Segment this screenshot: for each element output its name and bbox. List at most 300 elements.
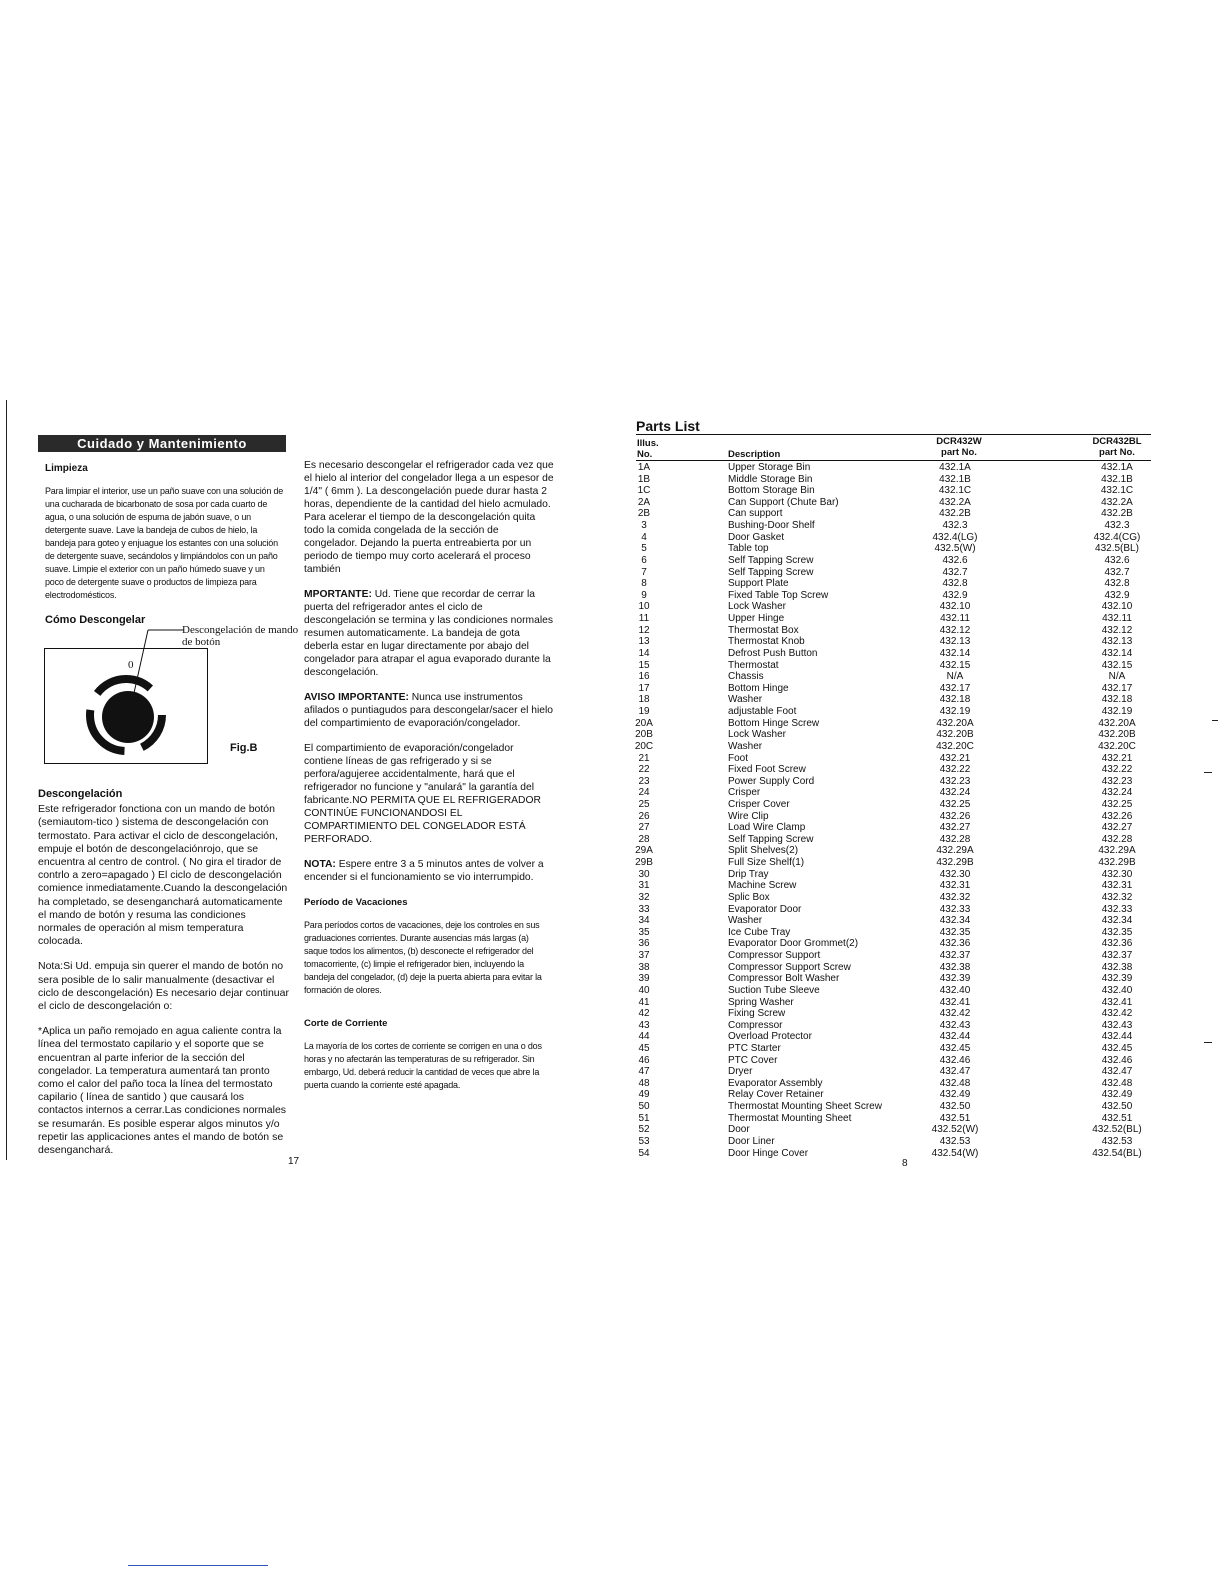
part-no-w-cell: 432.33 bbox=[939, 903, 971, 915]
illus-no-cell: 19 bbox=[638, 706, 650, 718]
illus-no-cell: 30 bbox=[638, 868, 650, 880]
description-cell: Chassis bbox=[728, 671, 764, 683]
corte-heading: Corte de Corriente bbox=[304, 1018, 388, 1029]
illus-no-cell: 47 bbox=[638, 1066, 650, 1078]
part-no-w-cell: 432.18 bbox=[939, 694, 971, 706]
illus-no-cell: 20C bbox=[634, 740, 654, 752]
header-model-bl-sub: part No. bbox=[1099, 447, 1135, 458]
illus-no-cell: 40 bbox=[638, 984, 650, 996]
illus-no-cell: 49 bbox=[638, 1089, 650, 1101]
part-no-bl-cell: 432.47 bbox=[1101, 1066, 1133, 1078]
part-no-bl-cell: 432.53 bbox=[1101, 1135, 1133, 1147]
illus-no-cell: 3 bbox=[641, 520, 647, 532]
table-row bbox=[620, 973, 1160, 985]
part-no-bl-cell: 432.46 bbox=[1101, 1054, 1133, 1066]
table-row bbox=[620, 1066, 1160, 1078]
table-row bbox=[620, 1148, 1160, 1160]
description-cell: Compressor bbox=[728, 1019, 783, 1031]
aviso-label: AVISO IMPORTANTE: bbox=[304, 692, 409, 703]
table-row bbox=[620, 857, 1160, 869]
table-row bbox=[620, 555, 1160, 567]
part-no-w-cell: 432.35 bbox=[939, 926, 971, 938]
description-cell: Thermostat bbox=[728, 659, 779, 671]
description-cell: PTC Starter bbox=[728, 1043, 781, 1054]
descongelacion-text: Este refrigerador fonctiona con un mando de botón (semiautom-tico ) sistema de descongelación con termostato. Para activar el ciclo de descongelación, empuje el botón de descongelaciónrojo, que se encuentra al centro de control. ( No gira el tirador de contrlo a zero=apagado ) El ciclo de descongelación comience inmediatamente.Cuando la descongelación ha completado, se desenganchará automaticamente el mando de botón y resuma las condiciones normales de operación al mism temperatura colocada. bbox=[38, 803, 288, 948]
table-row bbox=[620, 706, 1160, 718]
part-no-w-cell: 432.46 bbox=[939, 1054, 971, 1066]
description-cell: Door bbox=[728, 1124, 750, 1136]
part-no-bl-cell: 432.49 bbox=[1101, 1089, 1133, 1101]
table-row bbox=[620, 938, 1160, 950]
vacaciones-text: Para períodos cortos de vacaciones, deje los controles en sus graduaciones corrientes. Durante ausencias más largas (a) saque todos los alimentos, (b) desconecte el refrigerador del tomacorriente, (c) limpie el refrigerador bien, incluyendo la bandeja del congelador, (d) deje la puerta abierta para evitar la formación de olores. bbox=[304, 920, 542, 995]
description-cell: Table top bbox=[728, 543, 769, 555]
table-row bbox=[620, 520, 1160, 532]
illus-no-cell: 39 bbox=[638, 973, 650, 985]
illus-no-cell: 42 bbox=[638, 1008, 650, 1020]
description-cell: Washer bbox=[728, 740, 763, 752]
illus-no-cell: 28 bbox=[638, 833, 650, 845]
part-no-bl-cell: 432.45 bbox=[1101, 1043, 1133, 1054]
part-no-w-cell: 432.29A bbox=[936, 845, 974, 857]
part-no-bl-cell: 432.2B bbox=[1101, 508, 1133, 520]
part-no-w-cell: 432.15 bbox=[939, 659, 971, 671]
table-row bbox=[620, 904, 1160, 916]
header-illus-2: No. bbox=[637, 449, 653, 460]
description-cell: Can support bbox=[728, 508, 783, 520]
illus-no-cell: 7 bbox=[641, 566, 647, 578]
nota-si-text: Nota:Si Ud. empuja sin querer el mando de botón no sera posible de lo salir manualmente (desactivar el ciclo de descongelación) Es necesario dejar continuar el ciclo de descongelación o: bbox=[38, 960, 289, 1013]
part-no-w-cell: 432.39 bbox=[939, 973, 971, 985]
part-no-w-cell: 432.29B bbox=[936, 857, 974, 869]
part-no-w-cell: 432.20B bbox=[936, 729, 974, 741]
part-no-bl-cell: 432.40 bbox=[1101, 984, 1133, 996]
illus-no-cell: 9 bbox=[641, 589, 647, 601]
part-no-w-cell: 432.50 bbox=[939, 1101, 971, 1113]
description-cell: Can Support (Chute Bar) bbox=[728, 496, 839, 508]
table-row bbox=[620, 718, 1160, 730]
vacaciones-heading: Período de Vacaciones bbox=[304, 897, 408, 908]
part-no-w-cell: 432.2B bbox=[939, 508, 971, 520]
description-cell: Door Liner bbox=[728, 1135, 775, 1147]
table-row bbox=[620, 694, 1160, 706]
illus-no-cell: 53 bbox=[638, 1135, 650, 1147]
description-cell: Washer bbox=[728, 915, 763, 927]
illus-no-cell: 21 bbox=[638, 752, 650, 764]
part-no-w-cell: 432.49 bbox=[939, 1089, 971, 1101]
part-no-w-cell: 432.41 bbox=[939, 996, 971, 1008]
figure-zero-label: 0 bbox=[128, 659, 134, 671]
title-rule bbox=[636, 434, 1151, 435]
left-column-lower bbox=[38, 788, 290, 1169]
description-cell: Drip Tray bbox=[728, 868, 769, 880]
table-row bbox=[620, 1043, 1160, 1055]
description-cell: Self Tapping Screw bbox=[728, 554, 814, 566]
illus-no-cell: 43 bbox=[638, 1019, 650, 1031]
part-no-w-cell: 432.7 bbox=[942, 566, 968, 578]
part-no-w-cell: 432.1B bbox=[939, 473, 971, 485]
description-cell: Bottom Storage Bin bbox=[728, 485, 815, 497]
header-model-w-sub: part No. bbox=[941, 447, 977, 458]
header-rule bbox=[636, 460, 1151, 461]
illus-no-cell: 8 bbox=[641, 578, 647, 590]
part-no-w-cell: 432.26 bbox=[939, 810, 971, 822]
part-no-w-cell: 432.21 bbox=[939, 752, 971, 764]
table-row bbox=[620, 1078, 1160, 1090]
description-cell: Dryer bbox=[728, 1066, 753, 1078]
right-edge-line bbox=[1212, 720, 1218, 721]
part-no-bl-cell: N/A bbox=[1108, 671, 1126, 683]
importante-text: Ud. Tiene que recordar de cerrar la puerta del refrigerador antes el ciclo de descongelación se termina y las condiciones normales resumen automaticamente. La bandeja de gota deberla estar en lugar directamente por abajo del congelador para atrapar el agua evaporado durante la descongelación. bbox=[304, 589, 553, 678]
figure-label: Fig.B bbox=[230, 742, 258, 754]
part-no-w-cell: 432.3 bbox=[942, 520, 968, 532]
part-no-bl-cell: 432.26 bbox=[1101, 810, 1133, 822]
illus-no-cell: 15 bbox=[638, 659, 650, 671]
part-no-w-cell: 432.13 bbox=[939, 636, 971, 648]
table-row bbox=[620, 532, 1160, 544]
part-no-bl-cell: 432.27 bbox=[1101, 822, 1133, 834]
part-no-bl-cell: 432.1C bbox=[1100, 485, 1134, 497]
part-no-bl-cell: 432.17 bbox=[1101, 682, 1133, 694]
illus-no-cell: 38 bbox=[638, 961, 650, 973]
description-cell: Door Gasket bbox=[728, 531, 785, 543]
part-no-w-cell: 432.37 bbox=[939, 950, 971, 962]
illus-no-cell: 10 bbox=[638, 601, 650, 613]
part-no-w-cell: N/A bbox=[946, 671, 964, 683]
table-row bbox=[620, 927, 1160, 939]
part-no-w-cell: 432.38 bbox=[939, 961, 971, 973]
part-no-w-cell: 432.20C bbox=[936, 740, 974, 752]
table-row bbox=[620, 776, 1160, 788]
part-no-w-cell: 432.24 bbox=[939, 787, 971, 799]
nota-paragraph bbox=[304, 858, 554, 884]
figure-callout-line2: de botón bbox=[182, 636, 221, 648]
illus-no-cell: 37 bbox=[638, 950, 650, 962]
part-no-bl-cell: 432.19 bbox=[1101, 706, 1133, 718]
illus-no-cell: 44 bbox=[638, 1031, 650, 1043]
description-cell: Self Tapping Screw bbox=[728, 566, 814, 578]
part-no-bl-cell: 432.13 bbox=[1101, 636, 1133, 648]
table-row bbox=[620, 1020, 1160, 1032]
compartimiento-text: El compartimiento de evaporación/congelador contiene líneas de gas refrigerado y si se perfora/agujeree accidentalmente, hará que el refrigerador no funcione y "anulará" la garantía del fabricante.NO PERMITA QUE EL REFRIGERADOR CONTINÚE FUNCIONANDOSI EL COMPARTIMIENTO DEL CONGELADOR ESTÁ PERFORADO. bbox=[304, 743, 541, 845]
bottom-decorative-line bbox=[128, 1565, 268, 1566]
table-row bbox=[620, 915, 1160, 927]
table-row bbox=[620, 613, 1160, 625]
aviso-text: Nunca use instrumentos afilados o puntiagudos para descongelar/sacer el hielo del compartimiento de evaporación/congelador. bbox=[304, 692, 554, 729]
nota-text: Espere entre 3 a 5 minutos antes de volver a encender si el funcionamiento se vio interrumpido. bbox=[304, 859, 544, 883]
figure-callout-line1: Descongelación de mando bbox=[182, 624, 299, 636]
table-row bbox=[620, 985, 1160, 997]
part-no-w-cell: 432.17 bbox=[939, 682, 971, 694]
table-row bbox=[620, 462, 1160, 474]
part-no-w-cell: 432.34 bbox=[939, 915, 971, 927]
part-no-w-cell: 432.54(W) bbox=[931, 1147, 979, 1159]
part-no-bl-cell: 432.3 bbox=[1104, 520, 1130, 532]
description-cell: Defrost Push Button bbox=[728, 647, 818, 659]
importante-paragraph bbox=[304, 588, 554, 679]
part-no-bl-cell: 432.50 bbox=[1101, 1101, 1133, 1113]
description-cell: Ice Cube Tray bbox=[728, 926, 791, 938]
description-cell: adjustable Foot bbox=[728, 706, 797, 718]
part-no-w-cell: 432.32 bbox=[939, 891, 971, 903]
description-cell: Spring Washer bbox=[728, 996, 794, 1008]
part-no-bl-cell: 432.20B bbox=[1098, 729, 1136, 741]
illus-no-cell: 18 bbox=[638, 694, 650, 706]
part-no-bl-cell: 432.35 bbox=[1101, 926, 1133, 938]
table-row bbox=[620, 508, 1160, 520]
part-no-bl-cell: 432.20A bbox=[1098, 717, 1136, 729]
part-no-w-cell: 432.12 bbox=[939, 624, 971, 636]
left-column bbox=[45, 462, 285, 633]
illus-no-cell: 54 bbox=[638, 1147, 650, 1159]
table-row bbox=[620, 683, 1160, 695]
table-row bbox=[620, 997, 1160, 1009]
description-cell: Lock Washer bbox=[728, 729, 786, 741]
illus-no-cell: 36 bbox=[638, 938, 650, 950]
part-no-bl-cell: 432.34 bbox=[1101, 915, 1133, 927]
part-no-w-cell: 432.25 bbox=[939, 798, 971, 810]
aviso-paragraph bbox=[304, 691, 554, 730]
part-no-bl-cell: 432.25 bbox=[1101, 798, 1133, 810]
table-row bbox=[620, 811, 1160, 823]
description-cell: Suction Tube Sleeve bbox=[728, 984, 820, 996]
part-no-bl-cell: 432.32 bbox=[1101, 891, 1133, 903]
description-cell: Crisper Cover bbox=[728, 798, 790, 810]
table-row bbox=[620, 1089, 1160, 1101]
description-cell: Bottom Hinge bbox=[728, 682, 789, 694]
part-no-w-cell: 432.53 bbox=[939, 1135, 971, 1147]
description-cell: Compressor Support bbox=[728, 950, 821, 962]
description-cell: Load Wire Clamp bbox=[728, 822, 806, 834]
table-row bbox=[620, 590, 1160, 602]
part-no-w-cell: 432.28 bbox=[939, 833, 971, 845]
part-no-bl-cell: 432.44 bbox=[1101, 1031, 1133, 1043]
illus-no-cell: 34 bbox=[638, 915, 650, 927]
nota-label: NOTA: bbox=[304, 859, 336, 870]
part-no-bl-cell: 432.1B bbox=[1101, 473, 1133, 485]
importante-label: MPORTANTE: bbox=[304, 589, 372, 600]
description-cell: Evaporator Door bbox=[728, 903, 802, 915]
illus-no-cell: 23 bbox=[638, 775, 650, 787]
part-no-w-cell: 432.19 bbox=[939, 706, 971, 718]
table-row bbox=[620, 660, 1160, 672]
illus-no-cell: 46 bbox=[638, 1054, 650, 1066]
illus-no-cell: 6 bbox=[641, 554, 647, 566]
middle-column bbox=[304, 459, 554, 1104]
page-number-left: 17 bbox=[288, 1156, 300, 1167]
illus-no-cell: 29B bbox=[635, 857, 653, 869]
part-no-bl-cell: 432.18 bbox=[1101, 694, 1133, 706]
table-row bbox=[620, 892, 1160, 904]
part-no-w-cell: 432.44 bbox=[939, 1031, 971, 1043]
page-number-right: 8 bbox=[902, 1158, 908, 1169]
limpieza-heading: Limpieza bbox=[45, 463, 88, 474]
illus-no-cell: 33 bbox=[638, 903, 650, 915]
part-no-bl-cell: 432.10 bbox=[1101, 601, 1133, 613]
illus-no-cell: 26 bbox=[638, 810, 650, 822]
header-description: Description bbox=[728, 449, 781, 460]
table-row bbox=[620, 578, 1160, 590]
illus-no-cell: 50 bbox=[638, 1101, 650, 1113]
illus-no-cell: 4 bbox=[641, 531, 647, 543]
part-no-w-cell: 432.48 bbox=[939, 1077, 971, 1089]
description-cell: Compressor Support Screw bbox=[728, 961, 851, 973]
parts-list-title: Parts List bbox=[636, 418, 700, 434]
table-row bbox=[620, 845, 1160, 857]
illus-no-cell: 20A bbox=[635, 717, 653, 729]
table-row bbox=[620, 1124, 1160, 1136]
part-no-bl-cell: 432.21 bbox=[1101, 752, 1133, 764]
part-no-bl-cell: 432.52(BL) bbox=[1092, 1124, 1142, 1136]
description-cell: Thermostat Mounting Sheet bbox=[728, 1112, 852, 1124]
part-no-w-cell: 432.30 bbox=[939, 868, 971, 880]
part-no-bl-cell: 432.12 bbox=[1101, 624, 1133, 636]
part-no-bl-cell: 432.14 bbox=[1101, 647, 1133, 659]
part-no-w-cell: 432.20A bbox=[936, 717, 974, 729]
part-no-bl-cell: 432.29B bbox=[1098, 857, 1136, 869]
part-no-w-cell: 432.47 bbox=[939, 1066, 971, 1078]
description-cell: Support Plate bbox=[728, 578, 789, 590]
part-no-bl-cell: 432.11 bbox=[1102, 613, 1132, 625]
part-no-w-cell: 432.5(W) bbox=[934, 543, 976, 555]
part-no-w-cell: 432.43 bbox=[939, 1019, 971, 1031]
description-cell: Thermostat Knob bbox=[728, 636, 805, 648]
description-cell: Lock Washer bbox=[728, 601, 786, 613]
part-no-bl-cell: 432.2A bbox=[1101, 496, 1133, 508]
table-row bbox=[620, 1008, 1160, 1020]
part-no-w-cell: 432.51 bbox=[939, 1112, 971, 1124]
description-cell: Thermostat Mounting Sheet Screw bbox=[728, 1101, 882, 1113]
part-no-w-cell: 432.40 bbox=[939, 984, 971, 996]
table-row bbox=[620, 636, 1160, 648]
table-row bbox=[620, 1136, 1160, 1148]
illus-no-cell: 13 bbox=[638, 636, 650, 648]
section-banner: Cuidado y Mantenimiento bbox=[38, 435, 286, 452]
illus-no-cell: 35 bbox=[638, 926, 650, 938]
part-no-bl-cell: 432.43 bbox=[1101, 1019, 1133, 1031]
limpieza-text: Para limpiar el interior, use un paño suave con una solución de una cucharada de bicarbonato de sosa por cada cuarto de agua, o una solución de espuma de jabón suave, o un detergente suave. Lave la bandeja de cubos de hielo, la bandeja para goteo y enjuague los estantes con una solución de detergente suave, secándolos y limpiándolos con un paño suave. Limpie el exterior con un paño húmedo suave y un poco de detergente suave o productos de limpieza para electrodomésticos. bbox=[45, 486, 284, 600]
table-row bbox=[620, 671, 1160, 683]
part-no-w-cell: 432.10 bbox=[939, 601, 971, 613]
part-no-bl-cell: 432.36 bbox=[1101, 938, 1133, 950]
part-no-bl-cell: 432.5(BL) bbox=[1095, 543, 1139, 555]
description-cell: Crisper bbox=[728, 787, 761, 799]
description-cell: Wire Clip bbox=[728, 810, 769, 822]
part-no-bl-cell: 432.38 bbox=[1101, 961, 1133, 973]
part-no-w-cell: 432.31 bbox=[939, 880, 971, 892]
table-row bbox=[620, 729, 1160, 741]
table-row bbox=[620, 799, 1160, 811]
illus-no-cell: 51 bbox=[638, 1112, 650, 1124]
illus-no-cell: 1A bbox=[637, 462, 651, 473]
illus-no-cell: 27 bbox=[638, 822, 650, 834]
description-cell: Middle Storage Bin bbox=[728, 473, 813, 485]
part-no-bl-cell: 432.54(BL) bbox=[1092, 1147, 1142, 1159]
description-cell: Upper Storage Bin bbox=[728, 462, 811, 473]
knob-center bbox=[102, 691, 154, 743]
part-no-w-cell: 432.4(LG) bbox=[932, 531, 978, 543]
table-row bbox=[620, 869, 1160, 881]
part-no-w-cell: 432.14 bbox=[939, 647, 971, 659]
part-no-bl-cell: 432.23 bbox=[1101, 775, 1133, 787]
illus-no-cell: 2A bbox=[637, 496, 651, 508]
table-row bbox=[620, 741, 1160, 753]
header-illus-1: Illus. bbox=[637, 438, 659, 449]
part-no-bl-cell: 432.39 bbox=[1101, 973, 1133, 985]
table-row bbox=[620, 950, 1160, 962]
description-cell: Power Supply Cord bbox=[728, 775, 815, 787]
part-no-w-cell: 432.22 bbox=[939, 764, 971, 776]
part-no-w-cell: 432.52(W) bbox=[931, 1124, 979, 1136]
illus-no-cell: 1B bbox=[637, 473, 651, 485]
part-no-w-cell: 432.9 bbox=[942, 589, 968, 601]
description-cell: Fixed Foot Screw bbox=[728, 764, 806, 776]
part-no-w-cell: 432.1A bbox=[939, 462, 971, 473]
description-cell: Bottom Hinge Screw bbox=[728, 717, 820, 729]
description-cell: Door Hinge Cover bbox=[728, 1147, 809, 1159]
part-no-bl-cell: 432.22 bbox=[1101, 764, 1133, 776]
header-model-bl: DCR432BL bbox=[1092, 436, 1142, 447]
illus-no-cell: 14 bbox=[638, 647, 650, 659]
illus-no-cell: 11 bbox=[638, 613, 650, 625]
part-no-bl-cell: 432.8 bbox=[1104, 578, 1130, 590]
description-cell: Evaporator Assembly bbox=[728, 1077, 823, 1089]
description-cell: Splic Box bbox=[728, 891, 770, 903]
illus-no-cell: 2B bbox=[637, 508, 651, 520]
part-no-bl-cell: 432.28 bbox=[1101, 833, 1133, 845]
part-no-bl-cell: 432.31 bbox=[1101, 880, 1133, 892]
description-cell: Overload Protector bbox=[728, 1031, 812, 1043]
illus-no-cell: 52 bbox=[638, 1124, 650, 1136]
table-row bbox=[620, 601, 1160, 613]
table-row bbox=[620, 1031, 1160, 1043]
figure-callout bbox=[182, 624, 298, 648]
part-no-w-cell: 432.36 bbox=[939, 938, 971, 950]
illus-no-cell: 1C bbox=[637, 485, 651, 497]
description-cell: Thermostat Box bbox=[728, 624, 799, 636]
como-descongelar-heading: Cómo Descongelar bbox=[45, 614, 146, 626]
illus-no-cell: 25 bbox=[638, 798, 650, 810]
part-no-bl-cell: 432.9 bbox=[1104, 589, 1130, 601]
description-cell: Foot bbox=[728, 752, 749, 764]
illus-no-cell: 22 bbox=[638, 764, 650, 776]
part-no-bl-cell: 432.1A bbox=[1101, 462, 1133, 473]
header-model-w: DCR432W bbox=[936, 436, 982, 447]
left-edge-line bbox=[6, 400, 7, 1160]
description-cell: Split Shelves(2) bbox=[728, 845, 799, 857]
table-row bbox=[620, 787, 1160, 799]
table-row bbox=[620, 1113, 1160, 1125]
part-no-w-cell: 432.8 bbox=[942, 578, 968, 590]
table-row bbox=[620, 1101, 1160, 1113]
illus-no-cell: 29A bbox=[635, 845, 653, 857]
table-row bbox=[620, 834, 1160, 846]
part-no-bl-cell: 432.4(CG) bbox=[1093, 531, 1141, 543]
right-edge-mark-2 bbox=[1204, 772, 1212, 773]
table-row bbox=[620, 764, 1160, 776]
table-row bbox=[620, 880, 1160, 892]
description-cell: Relay Cover Retainer bbox=[728, 1089, 824, 1101]
illus-no-cell: 16 bbox=[638, 671, 650, 683]
part-no-bl-cell: 432.20C bbox=[1098, 740, 1136, 752]
description-cell: Full Size Shelf(1) bbox=[728, 857, 805, 869]
description-cell: Evaporator Door Grommet(2) bbox=[728, 938, 859, 950]
part-no-bl-cell: 432.6 bbox=[1104, 554, 1130, 566]
part-no-bl-cell: 432.41 bbox=[1101, 996, 1133, 1008]
table-row bbox=[620, 474, 1160, 486]
table-row bbox=[620, 822, 1160, 834]
illus-no-cell: 41 bbox=[638, 996, 650, 1008]
part-no-w-cell: 432.1C bbox=[938, 485, 972, 497]
